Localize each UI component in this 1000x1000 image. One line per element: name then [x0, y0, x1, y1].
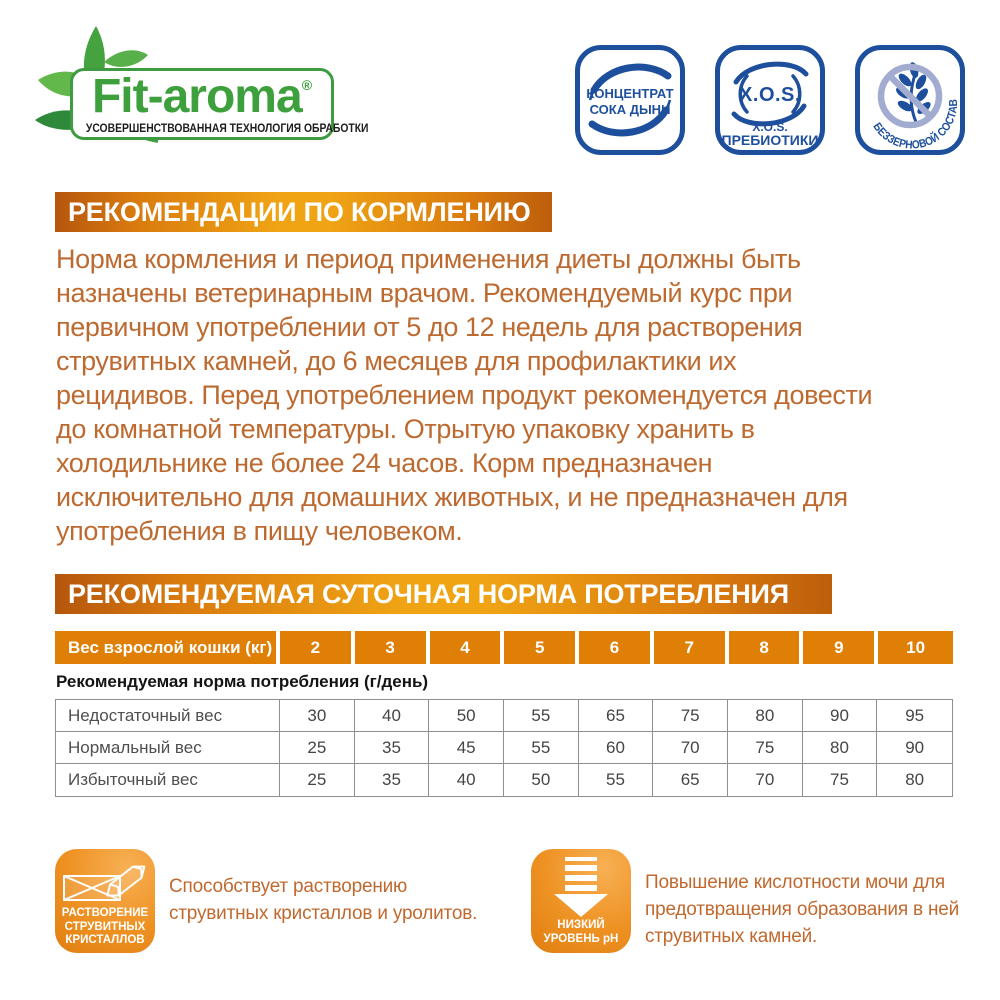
feature-text-line: предотвращения образования в ней	[645, 899, 960, 920]
badge-melon-line1: КОНЦЕНТРАТ	[586, 86, 674, 101]
icon-caption-line: КРИСТАЛЛОВ	[65, 932, 145, 946]
badge-melon-line2: СОКА ДЫНИ	[589, 102, 671, 117]
weight-column-header: 5	[504, 631, 579, 664]
daily-norm-title: РЕКОМЕНДУЕМАЯ СУТОЧНАЯ НОРМА ПОТРЕБЛЕНИЯ	[55, 574, 832, 614]
table-row	[56, 700, 952, 732]
weight-column-header: 7	[654, 631, 729, 664]
table-cell: 75	[653, 700, 728, 731]
icon-caption	[62, 906, 148, 947]
weight-column-header: 3	[355, 631, 430, 664]
table-cell: 55	[504, 732, 579, 763]
feeding-line: назначены ветеринарным врачом. Рекомендуемый курс при	[56, 278, 793, 308]
struvite-dissolution-icon	[55, 849, 155, 953]
icon-caption-line: УРОВЕНЬ pH	[543, 930, 619, 945]
table-cell: 70	[728, 764, 803, 796]
table-cell: 90	[905, 737, 925, 757]
feeding-line: Норма кормления и период применения диеты должны быть	[56, 244, 801, 274]
table-cell: 90	[803, 700, 878, 731]
icon-caption-line: РАСТВОРЕНИЕ	[61, 905, 149, 919]
feature-text-line: струвитных кристаллов и уролитов.	[169, 903, 478, 924]
table-cell: 50	[504, 764, 579, 796]
table-row	[56, 732, 952, 764]
table-cell: 55	[579, 764, 654, 796]
weight-column-header: 4	[430, 631, 505, 664]
low-ph-icon	[531, 849, 631, 953]
table-cell: 80	[728, 700, 803, 731]
table-cell: 70	[653, 732, 728, 763]
badge-xos-center: X.O.S.	[739, 84, 801, 106]
table-cell: 25	[280, 764, 355, 796]
badge-xos-line2: ПРЕБИОТИКИ	[721, 132, 819, 148]
registered-mark: ®	[301, 77, 313, 93]
table-cell: 25	[280, 732, 355, 763]
table-cell: 40	[429, 764, 504, 796]
table-body	[55, 699, 953, 797]
xos-prebiotics-badge	[715, 45, 825, 155]
table-header-row	[55, 631, 953, 664]
feature-text-line: Способствует растворению	[169, 876, 408, 897]
table-cell: 55	[504, 700, 579, 731]
row-label: Избыточный вес	[56, 764, 280, 796]
table-cell: 60	[579, 732, 654, 763]
feeding-line: рецидивов. Перед употреблением продукт рекомендуется довести	[56, 380, 873, 410]
table-cell: 30	[280, 700, 355, 731]
fit-aroma-logo	[30, 20, 370, 170]
feeding-line: холодильнике не более 24 часов. Корм предназначен	[56, 448, 713, 478]
icon-caption-line: СТРУВИТНЫХ	[64, 918, 146, 933]
feature-text-line: Повышение кислотности мочи для	[645, 872, 945, 893]
ph-feature-text	[645, 869, 959, 950]
table-cell: 40	[355, 700, 430, 731]
weight-column-header: 6	[579, 631, 654, 664]
badge-xos-line1: X.O.S.	[752, 120, 788, 134]
table-cell: 45	[429, 732, 504, 763]
feeding-line: употребления в пищу человеком.	[56, 516, 463, 546]
row-label: Нормальный вес	[56, 732, 280, 763]
struvite-feature-text	[169, 873, 477, 927]
feeding-line: исключительно для домашних животных, и не предназначен для	[56, 482, 848, 512]
grain-free-badge	[855, 45, 965, 155]
crystals-icon	[61, 856, 149, 906]
brand-name: Fit-aroma	[91, 70, 302, 123]
row-label: Недостаточный вес	[56, 700, 280, 731]
badge-grainfree-curved-text: БЕЗЗЕРНОВОЙ СОСТАВ	[870, 98, 960, 150]
logo-box	[70, 68, 369, 140]
weight-column-header: 10	[878, 631, 953, 664]
weight-column-header: 8	[729, 631, 804, 664]
table-cell: 80	[905, 770, 925, 789]
table-cell: 50	[429, 700, 504, 731]
table-cell: 75	[803, 764, 878, 796]
table-cell: 65	[579, 700, 654, 731]
down-arrow-icon	[546, 856, 616, 918]
feature-text-line: струвитных камней.	[645, 926, 818, 947]
daily-norm-table	[55, 631, 953, 797]
wheat-crossed-icon	[881, 61, 939, 125]
table-row	[56, 764, 952, 796]
table-cell: 75	[728, 732, 803, 763]
table-cell: 65	[653, 764, 728, 796]
table-cell: 35	[355, 732, 430, 763]
feeding-line: до комнатной температуры. Отрытую упаковку хранить в	[56, 414, 755, 444]
feeding-recommendations-title: РЕКОМЕНДАЦИИ ПО КОРМЛЕНИЮ	[55, 192, 552, 232]
melon-juice-badge	[575, 45, 685, 155]
weight-column-header: 9	[803, 631, 878, 664]
icon-caption	[544, 918, 619, 945]
feeding-line: первичном употреблении от 5 до 12 недель для растворения	[56, 312, 803, 342]
icon-caption-line: НИЗКИЙ	[557, 917, 605, 931]
feeding-line: струвитных камней, до 6 месяцев для профилактики их	[56, 346, 737, 376]
feeding-recommendations-text	[56, 242, 956, 548]
table-cell: 80	[803, 732, 878, 763]
weight-column-header: 2	[280, 631, 355, 664]
table-cell: 35	[355, 764, 430, 796]
table-header-label: Вес взрослой кошки (кг)	[55, 631, 280, 664]
table-cell: 95	[905, 705, 925, 725]
table-subheader: Рекомендуемая норма потребления (г/день)	[56, 672, 429, 691]
brand-tagline: УСОВЕРШЕНСТВОВАННАЯ ТЕХНОЛОГИЯ ОБРАБОТКИ	[85, 123, 369, 135]
